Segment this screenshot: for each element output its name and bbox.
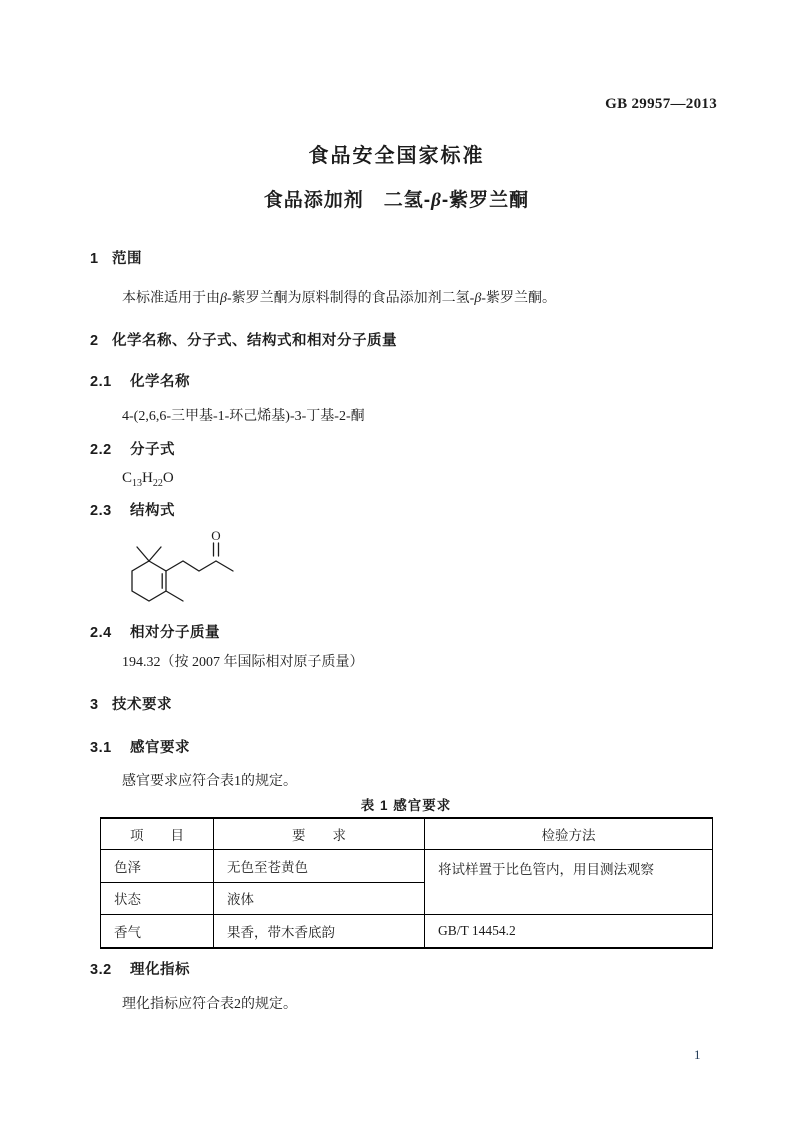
- section-title: 结构式: [130, 503, 175, 519]
- section-title: 范围: [112, 251, 142, 267]
- molecular-weight: 194.32（按 2007 年国际相对原子质量）: [122, 655, 364, 670]
- section-number: 3: [90, 697, 99, 713]
- structural-formula-drawing: [111, 527, 237, 621]
- section-3-heading: [90, 696, 172, 714]
- scope-beta-1: β: [220, 291, 227, 306]
- section-2-2-heading: [90, 441, 175, 459]
- formula-symbol: C: [122, 470, 133, 486]
- section-title: 化学名称、分子式、结构式和相对分子质量: [112, 333, 397, 349]
- cell-requirement: 果香，带木香底韵: [214, 914, 425, 948]
- section-number: 1: [90, 251, 99, 267]
- table-row: [101, 914, 713, 948]
- cell-item: 香气: [101, 914, 214, 948]
- subtitle-beta: β: [431, 190, 442, 211]
- section-number: 3.2: [90, 962, 112, 978]
- scope-beta-2: β: [474, 291, 482, 306]
- cell-method: GB/T 14454.2: [425, 914, 713, 948]
- section-title: 相对分子质量: [130, 625, 220, 641]
- section-2-heading: [90, 332, 397, 350]
- chemical-name: 4-(2,6,6-三甲基-1-环己烯基)-3-丁基-2-酮: [122, 409, 365, 424]
- formula-subscript: 22: [152, 478, 163, 489]
- table-header-item: 项 目: [101, 818, 214, 849]
- scope-text: 本标准适用于由: [122, 291, 220, 306]
- section-2-4-heading: [90, 624, 220, 642]
- cell-item: 状态: [101, 882, 214, 914]
- cell-method: 将试样置于比色管内，用目测法观察: [425, 849, 713, 914]
- section-title: 技术要求: [112, 697, 172, 713]
- dihydro-beta-ionone-structure: [111, 527, 237, 615]
- section-1-heading: [90, 250, 142, 268]
- subtitle-pre: 食品添加剂 二氢-: [263, 190, 432, 211]
- scope-text: -紫罗兰酮。: [481, 291, 556, 306]
- document-title: 食品安全国家标准: [308, 145, 485, 167]
- document-subtitle: [0, 189, 793, 213]
- table-header-method: 检验方法: [425, 818, 713, 849]
- section-title: 感官要求: [130, 740, 190, 756]
- cell-requirement: 无色至苍黄色: [214, 849, 425, 882]
- scope-paragraph: [122, 290, 556, 308]
- cell-requirement: 液体: [214, 882, 425, 914]
- section-number: 2: [90, 333, 99, 349]
- section-number: 2.3: [90, 503, 112, 519]
- formula-subscript: 13: [132, 478, 143, 489]
- page-number: 1: [694, 1047, 701, 1062]
- section-3-1-heading: [90, 739, 190, 757]
- sensory-requirements-table: [100, 817, 713, 949]
- scope-text: -紫罗兰酮为原料制得的食品添加剂二氢-: [226, 291, 475, 306]
- section-title: 分子式: [130, 442, 175, 458]
- table-header-requirement: 要 求: [214, 818, 425, 849]
- oxygen-atom-label: O: [211, 528, 221, 543]
- molecular-formula: [122, 469, 174, 491]
- section-title: 化学名称: [130, 374, 190, 390]
- physchem-requirement-note: 理化指标应符合表2的规定。: [122, 997, 297, 1012]
- section-number: 2.1: [90, 374, 112, 390]
- section-number: 3.1: [90, 740, 112, 756]
- table-row: [101, 849, 713, 882]
- table-header-row: [101, 818, 713, 849]
- cell-item: 色泽: [101, 849, 214, 882]
- section-2-3-heading: [90, 502, 175, 520]
- table-1-caption: 表 1 感官要求: [360, 798, 452, 813]
- section-number: 2.2: [90, 442, 112, 458]
- sensory-requirement-note: 感官要求应符合表1的规定。: [122, 774, 297, 789]
- formula-symbol: O: [162, 470, 174, 486]
- section-3-2-heading: [90, 961, 190, 979]
- formula-symbol: H: [142, 470, 153, 486]
- section-2-1-heading: [90, 373, 190, 391]
- standard-code: GB 29957—2013: [605, 96, 717, 112]
- section-number: 2.4: [90, 625, 112, 641]
- section-title: 理化指标: [130, 962, 190, 978]
- subtitle-post: -紫罗兰酮: [441, 190, 530, 211]
